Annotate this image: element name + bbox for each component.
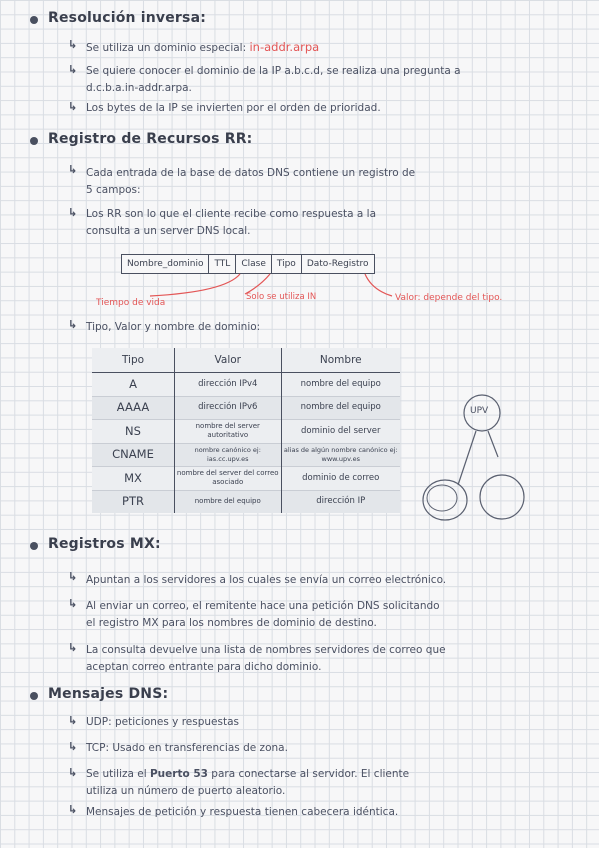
text-line: La consulta devuelve una lista de nombres servidores de correo que (86, 644, 446, 656)
cell-nombre: nombre del equipo (281, 396, 400, 420)
arrow-icon: ↳ (68, 163, 78, 176)
rr-types-table (92, 348, 400, 513)
header-tipo: Tipo (92, 348, 175, 373)
field-nombre-dominio: Nombre_dominio (122, 255, 209, 273)
bullet-registro (30, 137, 38, 145)
table-row (92, 443, 400, 467)
sketch-node-left-inner (427, 485, 457, 511)
cell-tipo: A (92, 373, 175, 397)
table-header-row (92, 348, 400, 373)
table-row (92, 467, 400, 491)
cell-nombre: dominio del server (281, 420, 400, 444)
annotation-arrows (0, 270, 599, 310)
arrow-icon: ↳ (68, 740, 78, 753)
sketch-label-upv: UPV (470, 406, 489, 416)
cell-tipo: NS (92, 420, 175, 444)
table-row (92, 396, 400, 420)
cell-tipo: MX (92, 467, 175, 491)
cell-nombre: alias de algún nombre canónico ej: www.upv.es (281, 443, 400, 467)
text-line (86, 40, 319, 54)
cell-tipo: CNAME (92, 443, 175, 467)
heading-resolucion-inversa: Resolución inversa: (48, 10, 207, 26)
arrow-icon: ↳ (68, 206, 78, 219)
sketch-line-right (488, 431, 498, 457)
sketch-line-left (458, 431, 476, 485)
text-fragment: Se utiliza el (86, 768, 150, 780)
highlight-in-addr-arpa: in-addr.arpa (249, 40, 320, 54)
bullet-mensajes (30, 692, 38, 700)
arrow-valor (365, 274, 392, 296)
arrow-icon: ↳ (68, 714, 78, 727)
cell-valor: nombre del server autoritativo (175, 420, 282, 444)
cell-tipo: PTR (92, 490, 175, 513)
text-line: Se quiere conocer el dominio de la IP a.b.c.d, se realiza una pregunta a (86, 65, 461, 77)
text-line: UDP: peticiones y respuestas (86, 716, 240, 728)
sketch-node-left (423, 480, 467, 520)
header-valor: Valor (175, 348, 282, 373)
bullet-resolucion (30, 16, 38, 24)
field-clase: Clase (236, 255, 272, 273)
text-line: TCP: Usado en transferencias de zona. (86, 742, 288, 754)
text-line: Los RR son lo que el cliente recibe como respuesta a la (86, 208, 377, 220)
header-nombre: Nombre (281, 348, 400, 373)
cell-valor: dirección IPv4 (175, 373, 282, 397)
arrow-icon: ↳ (68, 38, 78, 51)
field-ttl: TTL (209, 255, 236, 273)
arrow-icon: ↳ (68, 63, 78, 76)
annotation-clase: Solo se utiliza IN (246, 292, 317, 302)
arrow-icon: ↳ (68, 597, 78, 610)
text-line (86, 768, 409, 780)
arrow-icon: ↳ (68, 766, 78, 779)
cell-valor: nombre del equipo (175, 490, 282, 513)
text-line: el registro MX para los nombres de dominio de destino. (86, 617, 377, 629)
annotation-valor: Valor: depende del tipo. (395, 293, 503, 303)
arrow-clase (245, 274, 270, 294)
arrow-ttl (150, 274, 240, 296)
cell-nombre: dominio de correo (281, 467, 400, 491)
text-line: Al enviar un correo, el remitente hace una petición DNS solicitando (86, 600, 440, 612)
heading-registro-recursos: Registro de Recursos RR: (48, 131, 253, 147)
text-fragment: Se utiliza un dominio especial: (86, 42, 250, 54)
arrow-icon: ↳ (68, 641, 78, 654)
cell-valor: dirección IPv6 (175, 396, 282, 420)
text-line: Los bytes de la IP se invierten por el orden de prioridad. (86, 102, 381, 114)
table-row (92, 490, 400, 513)
text-line: 5 campos: (86, 184, 141, 196)
cell-tipo: AAAA (92, 396, 175, 420)
sketch-node-right (480, 475, 524, 519)
bullet-mx (30, 542, 38, 550)
text-line: utiliza un número de puerto aleatorio. (86, 785, 286, 797)
text-line: d.c.b.a.in-addr.arpa. (86, 82, 192, 94)
heading-mensajes-dns: Mensajes DNS: (48, 686, 169, 702)
text-line: Cada entrada de la base de datos DNS contiene un registro de (86, 167, 416, 179)
text-line: Tipo, Valor y nombre de dominio: (86, 321, 261, 333)
text-line: consulta a un server DNS local. (86, 225, 251, 237)
annotation-ttl: Tiempo de vida (96, 298, 166, 308)
highlight-puerto-53: Puerto 53 (149, 768, 208, 780)
field-tipo: Tipo (272, 255, 302, 273)
text-fragment: para conectarse al servidor. El cliente (207, 768, 410, 780)
cell-valor: nombre canónico ej: ias.cc.upv.es (175, 443, 282, 467)
text-line: aceptan correo entrante para dicho dominio. (86, 661, 322, 673)
cell-nombre: nombre del equipo (281, 373, 400, 397)
table-row (92, 373, 400, 397)
heading-registros-mx: Registros MX: (48, 536, 161, 552)
text-line: Mensajes de petición y respuesta tienen cabecera idéntica. (86, 806, 399, 818)
cell-nombre: dirección IP (281, 490, 400, 513)
table-row (92, 420, 400, 444)
arrow-icon: ↳ (68, 570, 78, 583)
field-dato-registro: Dato-Registro (306, 259, 369, 269)
arrow-icon: ↳ (68, 803, 78, 816)
arrow-icon: ↳ (68, 318, 78, 331)
arrow-icon: ↳ (68, 100, 78, 113)
text-line: Apuntan a los servidores a los cuales se envía un correo electrónico. (86, 574, 447, 586)
cell-valor: nombre del server del correo asociado (175, 467, 282, 491)
